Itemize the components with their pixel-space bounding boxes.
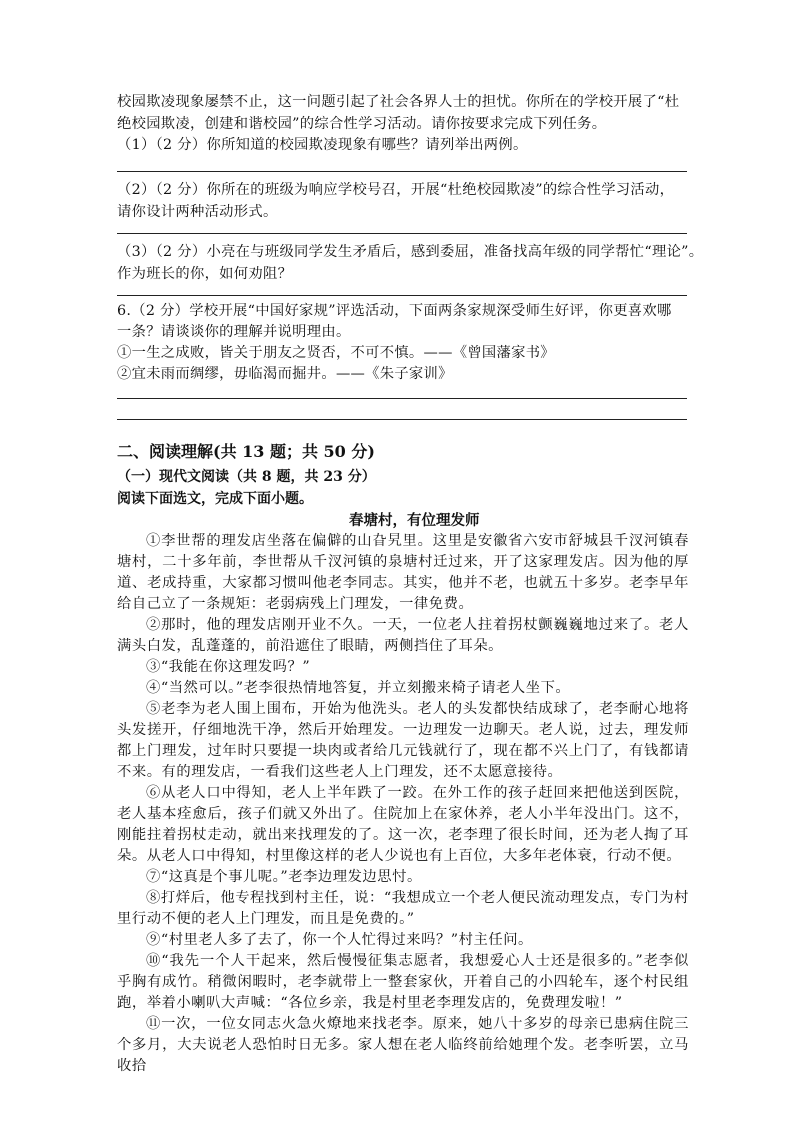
section-heading: 二、阅读理解(共 13 题；共 50 分): [117, 442, 375, 461]
answer-line[interactable]: [117, 171, 687, 172]
article-paragraph: ①李世帮的理发店坐落在偏僻的山旮旯里。这里是安徽省六安市舒城县千汊河镇春塘村，二十多年前，李世帮从千汊河镇的泉塘村迁过来，开了这家理发店。因为他的厚道、老成持重，大家都习惯叫他老李同志。其实，他并不老，也就五十多岁。老李早年给自己立了一条规矩：老弱病残上门理发，一律免费。: [117, 533, 689, 612]
article-paragraph: ②那时，他的理发店刚开业不久。一天，一位老人拄着拐杖颤巍巍地过来了。老人满头白发，乱蓬蓬的，前沿遮住了眼睛，两侧挡住了耳朵。: [117, 617, 689, 654]
subsection-heading: （一）现代文阅读（共 8 题，共 23 分）: [117, 469, 376, 485]
article-paragraph: ⑪一次，一位女同志火急火燎地来找老李。原来，她八十多岁的母亲已患病住院三个多月，大夫说老人恐怕时日无多。家人想在老人临终前给她理个发。老李听罢，立马收拾: [117, 1016, 689, 1074]
article-paragraph: ⑨“村里老人多了去了，你一个人忙得过来吗？”村主任问。: [146, 932, 533, 948]
article-paragraph: ④“当然可以。”老李很热情地答复，并立刻搬来椅子请老人坐下。: [146, 680, 571, 696]
task6-line-2: 一条？请谈谈你的理解并说明理由。: [117, 324, 351, 340]
answer-line[interactable]: [117, 398, 687, 399]
answer-line[interactable]: [117, 233, 687, 234]
article-paragraph: ⑧打烊后，他专程找到村主任，说：“我想成立一个老人便民流动理发点，专门为村里行动不便的老人上门理发，而且是免费的。”: [117, 890, 689, 927]
task5-intro-line-2: 绝校园欺凌，创建和谐校园”的综合性学习活动。请你按要求完成下列任务。: [117, 116, 607, 132]
task6-quote-1: ①一生之成败，皆关于朋友之贤否，不可不慎。——《曾国藩家书》: [117, 345, 555, 361]
task5-question-2-line-1: （2）（2 分）你所在的班级为响应学校号召，开展“杜绝校园欺凌”的综合性学习活动，: [117, 182, 675, 198]
article-paragraph: ⑥从老人口中得知，老人上半年跌了一跤。在外工作的孩子赶回来把他送到医院，老人基本痊愈后，孩子们就又外出了。住院加上在家休养，老人小半年没出门。这不，刚能拄着拐杖走动，就出来找理发的了。这一次，老李理了很长时间，还为老人掏了耳朵。从老人口中得知，村里像这样的老人少说也有上百位，大多年老体衰，行动不便。: [117, 785, 689, 864]
task5-question-1: （1）（2 分）你所知道的校园欺凌现象有哪些？请列举出两例。: [117, 137, 528, 153]
task6-line-1: 6.（2 分）学校开展“中国好家规”评选活动，下面两条家规深受师生好评，你更喜欢哪: [117, 303, 672, 319]
article-paragraph: ⑤老李为老人围上围布，开始为他洗头。老人的头发都快结成球了，老李耐心地将头发搓开，仔细地洗干净，然后开始理发。一边理发一边聊天。老人说，过去，理发师都上门理发，过年时只要提一块肉或者给几元钱就行了，现在都不兴上门了，有钱都请不来。有的理发店，一看我们这些老人上门理发，还不太愿意接待。: [117, 701, 689, 780]
article-title: 春塘村，有位理发师: [349, 512, 480, 529]
answer-line[interactable]: [117, 295, 687, 296]
task5-question-3-line-2: 作为班长的你，如何劝阻？: [117, 266, 293, 282]
task5-intro-line-1: 校园欺凌现象屡禁不止，这一问题引起了社会各界人士的担忧。你所在的学校开展了“杜: [117, 94, 680, 110]
article-paragraph: ⑦“这真是个事儿呢。”老李边理发边思忖。: [146, 869, 422, 885]
reading-instruction: 阅读下面选文，完成下面小题。: [117, 491, 313, 507]
task5-question-3-line-1: （3）（2 分）小亮在与班级同学发生矛盾后，感到委屈，准备找高年级的同学帮忙“理论”。: [117, 244, 704, 260]
task6-quote-2: ②宜未雨而绸缪，毋临渴而掘井。——《朱子家训》: [117, 366, 453, 382]
answer-line[interactable]: [117, 419, 687, 420]
article-paragraph: ③“我能在你这理发吗？”: [146, 659, 311, 675]
task5-question-2-line-2: 请你设计两种活动形式。: [117, 204, 278, 220]
article-paragraph: ⑩“我先一个人干起来，然后慢慢征集志愿者，我想爱心人士还是很多的。”老李似乎胸有成竹。稍微闲暇时，老李就带上一整套家伙，开着自己的小四轮车，逐个村民组跑，举着小喇叭大声喊：“各位乡亲，我是村里老李理发店的，免费理发啦！”: [117, 953, 689, 1011]
